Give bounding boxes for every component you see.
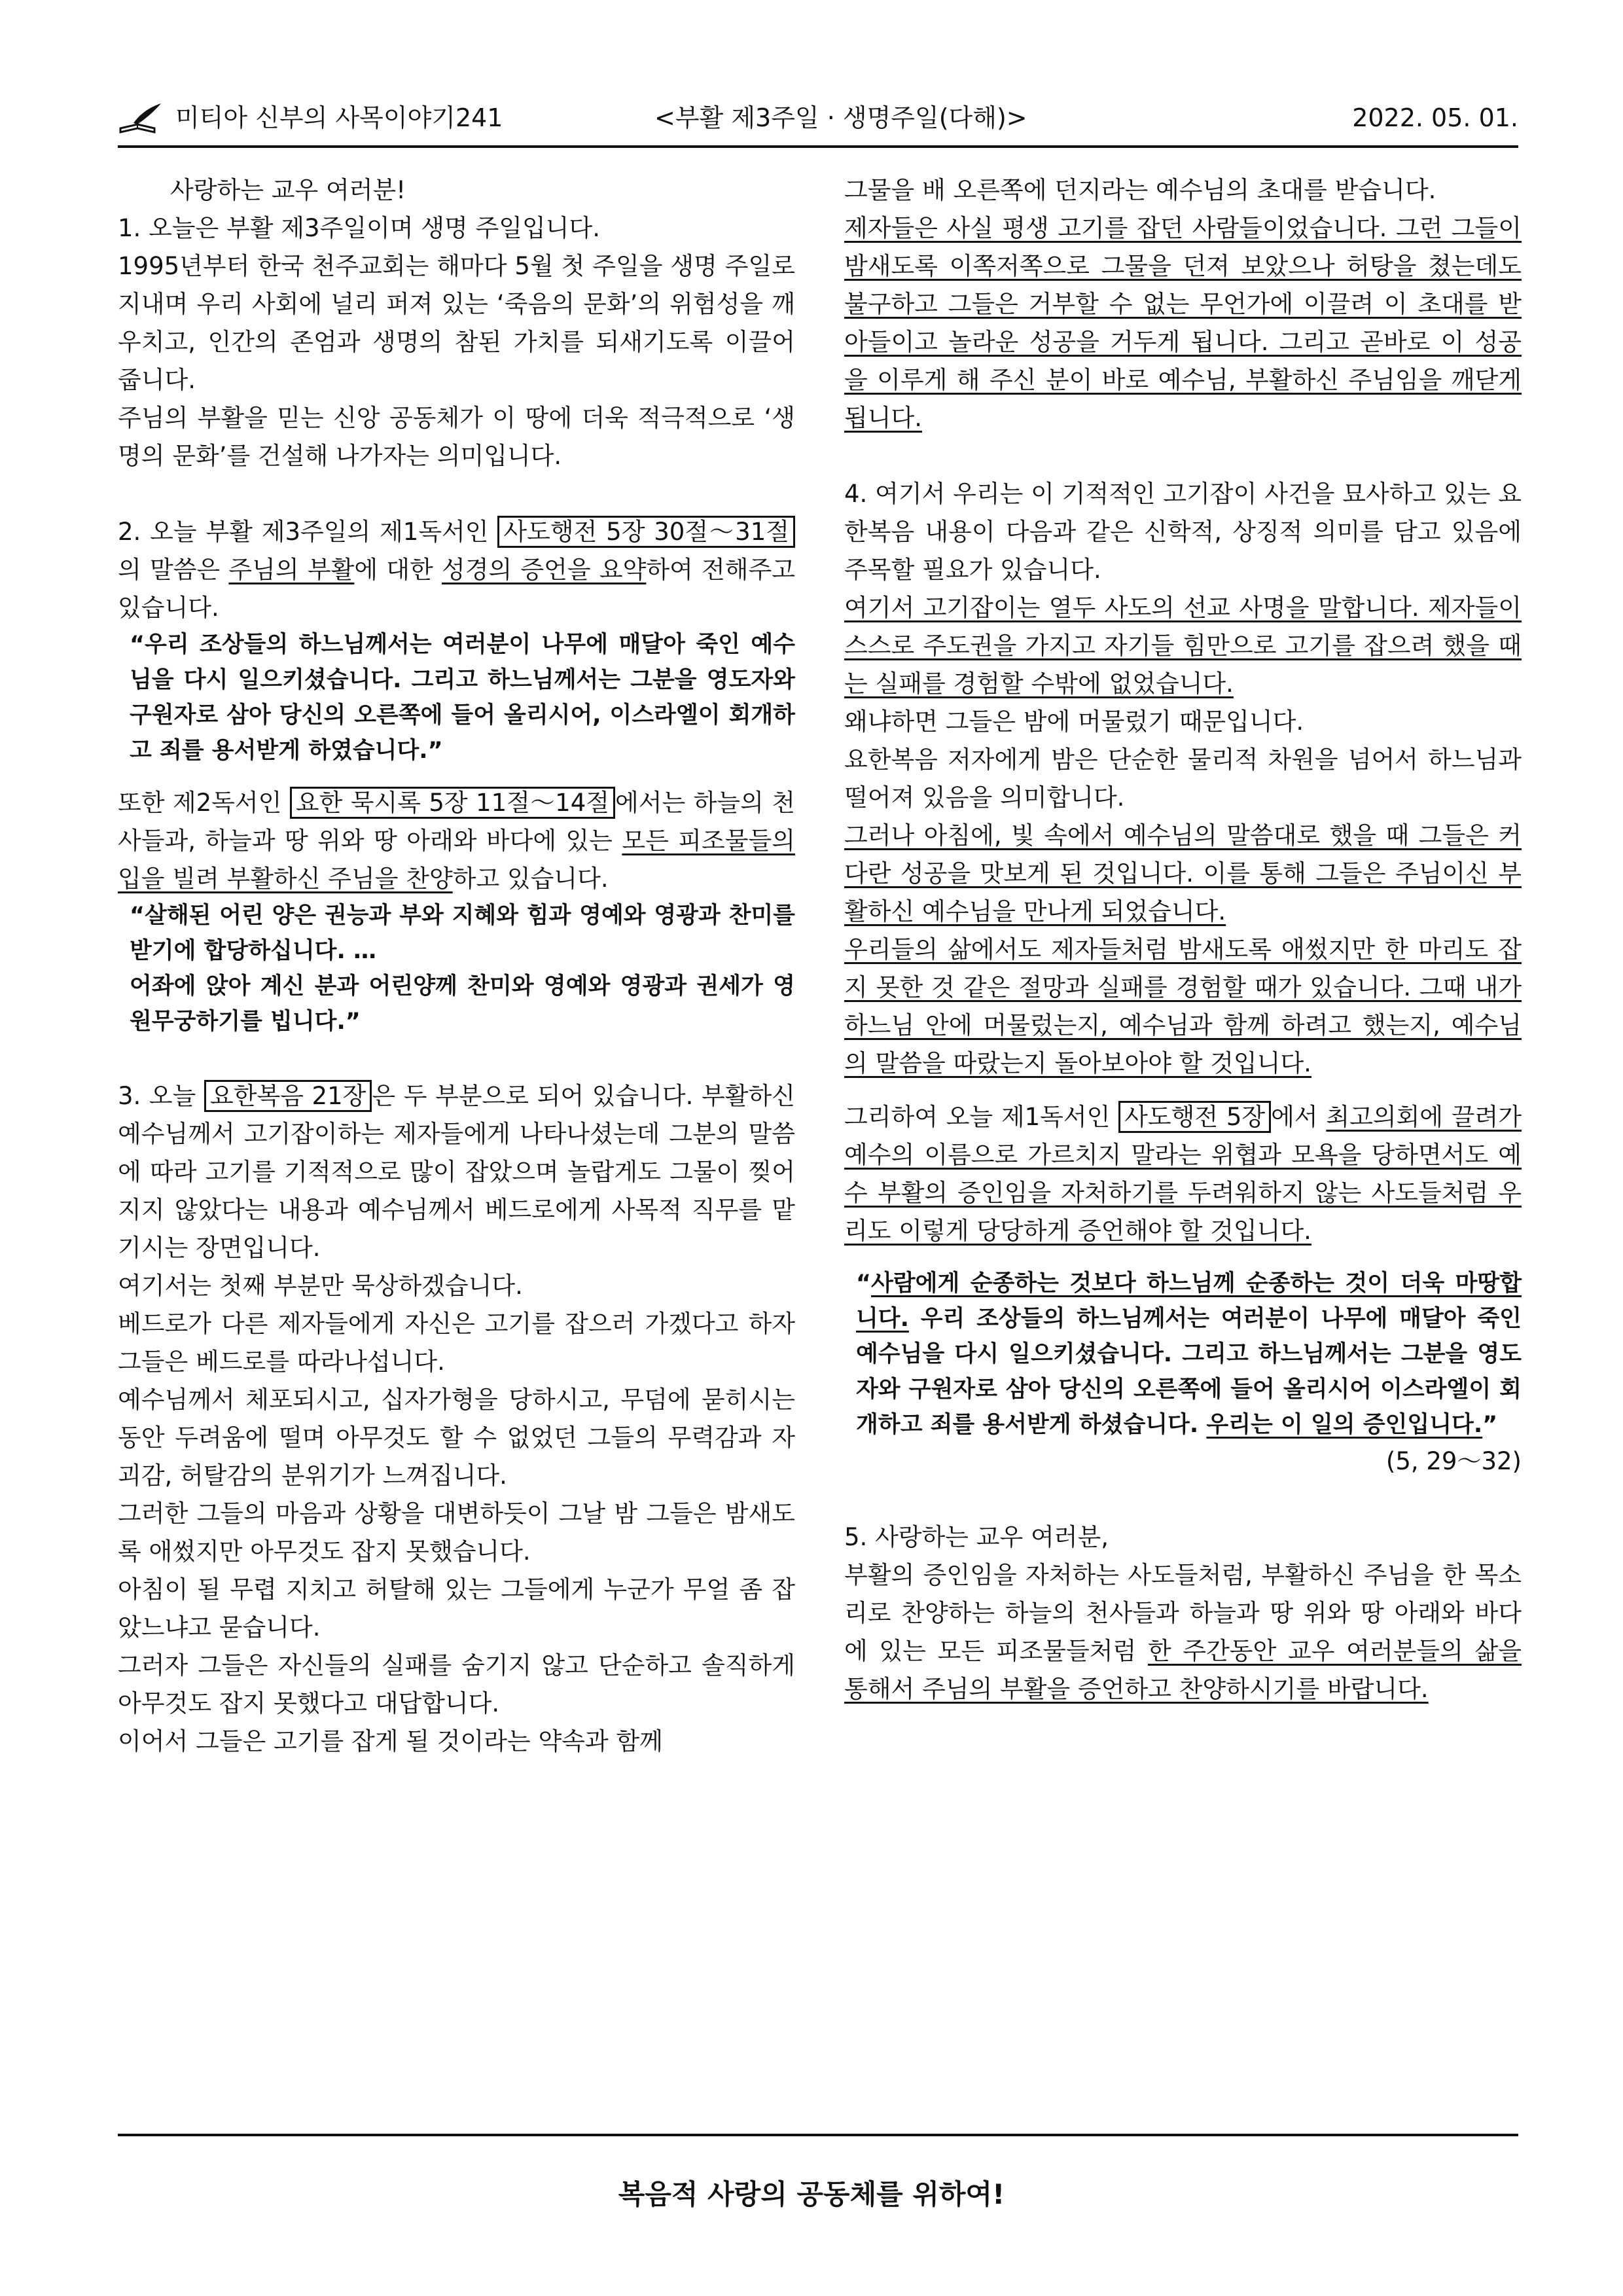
revelation-quote-1: “살해된 어린 양은 권능과 부와 지혜와 힘과 영예와 영광과 찬미를 받기에 합당하십니다. … (130, 903, 795, 964)
paragraph: 아침이 될 무렵 지치고 허탈해 있는 그들에게 누군가 무얼 좀 잡았느냐고 묻습니다. (118, 1575, 795, 1641)
acts-quote (844, 1266, 1522, 1443)
paragraph: 이어서 그들은 고기를 잡게 될 것이라는 약속과 함께 (118, 1727, 663, 1755)
section-2-intro (118, 513, 795, 627)
text-span: 그리하여 오늘 제1독서인 (844, 1103, 1119, 1131)
paragraph: 왜냐하면 그들은 밤에 머물렀기 때문입니다. (844, 708, 1304, 736)
paragraph: 그물을 배 오른쪽에 던지라는 예수님의 초대를 받습니다. (844, 176, 1436, 204)
issue-date: 2022. 05. 01. (1352, 103, 1518, 132)
underlined-text: 한 주간동안 교우 여러분들의 삶을 통해서 주님의 부활을 증언하고 찬양하시기를 바랍니다. (844, 1637, 1522, 1703)
text-span: 의 말씀은 (118, 556, 229, 584)
underlined-text: 우리는 이 일의 증인입니다. (1206, 1412, 1483, 1438)
text-span: 또한 제2독서인 (118, 789, 290, 817)
second-reading-intro (118, 784, 795, 898)
paragraph: 그러한 그들의 마음과 상황을 대변하듯이 그날 밤 그들은 밤새도록 애썼지만 아무것도 잡지 못했습니다. (118, 1499, 795, 1566)
underlined-text: 주님의 부활 (228, 556, 355, 584)
paragraph: 베드로가 다른 제자들에게 자신은 고기를 잡으러 가겠다고 하자 그들은 베드로를 따라나섭니다. (118, 1310, 795, 1376)
section-1-body: 1995년부터 한국 천주교회는 해마다 5월 첫 주일을 생명 주일로 지내며 우리 사회에 널리 퍼져 있는 ‘죽음의 문화’의 위험성을 깨우치고, 인간의 존엄과 생명의 참된 가치를 되새기도록 이끌어 줍니다. (118, 252, 795, 394)
text-span: ” (1482, 1412, 1498, 1438)
text-span: 에서 (1271, 1103, 1327, 1131)
text-span: 우리 조상들의 하느님께서는 여러분이 나무에 매달아 죽인 예수님을 다시 일으키셨습니다. 그리고 하느님께서는 그분을 영도자와 구원자로 삼아 당신의 오른쪽에 들어 올리시어 이스라엘이 회개하고 죄를 용서받게 하셨습니다. (856, 1306, 1522, 1438)
right-column (844, 171, 1522, 1708)
revelation-quote-2: 어좌에 앉아 계신 분과 어린양께 찬미와 영예와 영광과 권세가 영원무궁하기를 빕니다.” (130, 973, 795, 1035)
scripture-ref-box: 요한 묵시록 5장 11절～14절 (290, 787, 615, 819)
text-span: 하여 전해주고 있습니다. (118, 556, 795, 622)
section-3-intro (118, 1077, 795, 1267)
closing-paragraph (844, 1556, 1522, 1708)
underlined-text: 최고의회에 끌려가 예수의 이름으로 가르치지 말라는 위협과 모욕을 당하면서도 예수 부활의 증인임을 자처하기를 두려워하지 않는 사도들처럼 우리도 이렇게 당당하게 증언해야 할 것입니다. (844, 1103, 1522, 1245)
paragraph: 여기서는 첫째 부분만 묵상하겠습니다. (118, 1272, 523, 1300)
underlined-text: 사람에게 순종하는 것보다 하느님께 순종하는 것이 더욱 마땅합니다. (856, 1270, 1522, 1332)
left-column (118, 171, 795, 1761)
paragraph: 예수님께서 체포되시고, 십자가형을 당하시고, 무덤에 묻히시는 동안 두려움에 떨며 아무것도 할 수 없었던 그들의 무력감과 자괴감, 허탈감의 분위기가 느껴집니다. (118, 1386, 795, 1490)
section-4-intro: 4. 여기서 우리는 이 기적적인 고기잡이 사건을 묘사하고 있는 요한복음 내용이 다음과 같은 신학적, 상징적 의미를 담고 있음에 주목할 필요가 있습니다. (844, 480, 1522, 584)
underlined-paragraph: 그러나 아침에, 빛 속에서 예수님의 말씀대로 했을 때 그들은 커다란 성공을 맛보게 된 것입니다. 이를 통해 그들은 주님이신 부활하신 예수님을 만나게 되었습니다. (844, 821, 1522, 925)
paragraph: 그러자 그들은 자신들의 실패를 숨기지 않고 단순하고 솔직하게 아무것도 잡지 못했다고 대답합니다. (118, 1651, 795, 1717)
section-1-heading: 1. 오늘은 부활 제3주일이며 생명 주일입니다. (118, 214, 601, 242)
underlined-text: 모든 피조물들의 입을 빌려 부활하신 주님을 찬양 (118, 827, 795, 893)
text-span: 에 대한 (354, 556, 442, 584)
footer-rule (118, 2134, 1518, 2136)
section-1-meaning: 주님의 부활을 믿는 신앙 공동체가 이 땅에 더욱 적극적으로 ‘생명의 문화’를 건설해 나가자는 의미입니다. (118, 404, 795, 470)
section-5-heading: 5. 사랑하는 교우 여러분, (844, 1523, 1109, 1551)
footer-motto: 복음적 사랑의 공동체를 위하여! (618, 2178, 1005, 2210)
text-span: 2. 오늘 부활 제3주일의 제1독서인 (118, 518, 498, 546)
underlined-paragraph: 제자들은 사실 평생 고기를 잡던 사람들이었습니다. 그런 그들이 밤새도록 이쪽저쪽으로 그물을 던져 보았으나 허탕을 쳤는데도 불구하고 그들은 거부할 수 없는 무언가에 이끌려 이 초대를 받아들이고 놀라운 성공을 거두게 됩니다. 그리고 곧바로 이 성공을 이루게 해 주신 분이 바로 예수님, 부활하신 주님임을 깨닫게 됩니다. (844, 214, 1522, 432)
liturgical-title: <부활 제3주일 · 생명주일(다해)> (654, 103, 1027, 132)
greeting: 사랑하는 교우 여러분! (170, 176, 406, 204)
text-span: “ (856, 1270, 872, 1297)
first-reading-paragraph (844, 1098, 1522, 1250)
reading-quote: “우리 조상들의 하느님께서는 여러분이 나무에 매달아 죽인 예수님을 다시 일으키셨습니다. 그리고 하느님께서는 그분을 영도자와 구원자로 삼아 당신의 오른쪽에 들어 올리시어, 이스라엘이 회개하고 죄를 용서받게 하였습니다.” (130, 632, 795, 764)
text-span: 부활의 증인임을 자처하는 사도들처럼, 부활하신 주님을 한 목소리로 찬양하는 하늘의 천사들과 하늘과 땅 위와 땅 아래와 바다에 있는 모든 피조물들처럼 (844, 1561, 1522, 1665)
text-span: 은 두 부분으로 되어 있습니다. 부활하신 예수님께서 고기잡이하는 제자들에게 나타나셨는데 그분의 말씀에 따라 고기를 기적적으로 많이 잡았으며 놀랍게도 그물이 찢어지지 않았다는 내용과 예수님께서 베드로에게 사목적 직무를 맡기시는 장면입니다. (118, 1082, 795, 1262)
quote-reference: (5, 29～32) (1385, 1447, 1522, 1475)
text-span: 에서는 하늘의 천사들과, 하늘과 땅 위와 땅 아래와 바다에 있는 (118, 789, 796, 855)
page-header (118, 98, 1518, 151)
underlined-paragraph: 여기서 고기잡이는 열두 사도의 선교 사명을 말합니다. 제자들이 스스로 주도권을 가지고 자기들 힘만으로 고기를 잡으려 했을 때는 실패를 경험할 수밖에 없었습니다. (844, 594, 1522, 698)
quill-and-book-icon (118, 102, 164, 134)
text-span: 하고 있습니다. (452, 865, 609, 893)
underlined-paragraph: 우리들의 삶에서도 제자들처럼 밤새도록 애썼지만 한 마리도 잡지 못한 것 같은 절망과 실패를 경험할 때가 있습니다. 그때 내가 하느님 안에 머물렀는지, 예수님과 함께 하려고 했는지, 예수님의 말씀을 따랐는지 돌아보아야 할 것입니다. (844, 935, 1522, 1077)
scripture-ref-box: 사도행전 5장 (1118, 1101, 1271, 1133)
series-title-block (118, 98, 503, 137)
scripture-ref-box: 사도행전 5장 30절～31절 (497, 516, 795, 548)
text-span: 3. 오늘 (118, 1082, 204, 1110)
paragraph: 요한복음 저자에게 밤은 단순한 물리적 차원을 넘어서 하느님과 떨어져 있음을 의미합니다. (844, 745, 1522, 812)
header-rule (118, 145, 1518, 148)
scripture-ref-box: 요한복음 21장 (204, 1080, 372, 1112)
underlined-text: 성경의 증언을 요약 (441, 556, 647, 584)
series-title: 미티아 신부의 사목이야기241 (175, 103, 503, 132)
